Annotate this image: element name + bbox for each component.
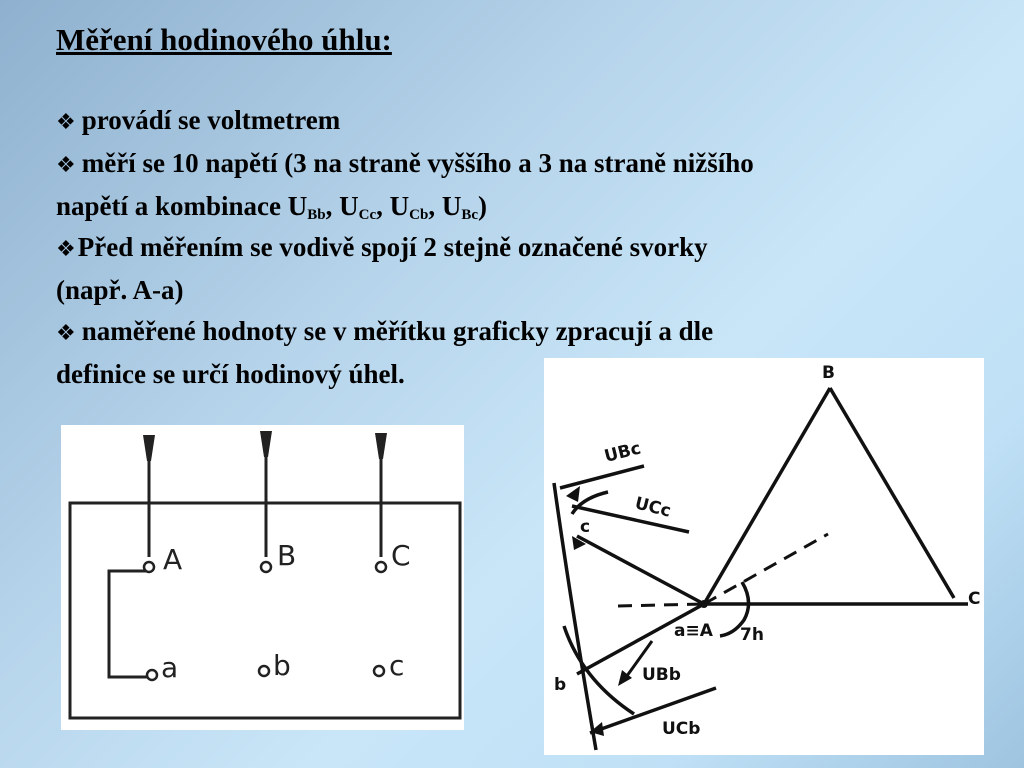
bullet-2-line-2 bbox=[56, 186, 966, 227]
dashed-horizontal-line bbox=[618, 604, 704, 606]
bullet-3-line-2: (např. A-a) bbox=[56, 275, 184, 305]
closing-paren: ) bbox=[478, 191, 487, 221]
subscript-cb: Cb bbox=[409, 207, 429, 223]
separator: , U bbox=[376, 191, 410, 221]
vertex-label-b: b bbox=[554, 675, 567, 695]
u-bc-measure-line bbox=[560, 466, 644, 488]
subscript-bb: Bb bbox=[307, 207, 326, 223]
diamond-bullet-icon: ❖ bbox=[56, 153, 76, 178]
arc-b-lower bbox=[564, 626, 634, 714]
terminal-label-B: B bbox=[277, 539, 297, 572]
separator: , U bbox=[428, 191, 462, 221]
phasor-svg bbox=[544, 358, 984, 755]
bullet-2-text: měří se 10 napětí (3 na straně vyššího a 3 na straně nižšího bbox=[81, 148, 754, 178]
subscript-cc: Cc bbox=[358, 207, 377, 223]
label-UBb: UBb bbox=[642, 665, 681, 685]
bullet-3-line-1 bbox=[56, 227, 966, 270]
terminal-label-C: C bbox=[391, 539, 411, 572]
bullet-4-line-1 bbox=[56, 311, 966, 354]
label-UCb: UCb bbox=[662, 719, 701, 739]
terminal-b-dot bbox=[259, 666, 269, 676]
terminal-wiring-diagram bbox=[61, 425, 464, 730]
bullet-1-text: provádí se voltmetrem bbox=[81, 105, 341, 135]
vertex-label-aA: a≡A bbox=[674, 621, 713, 641]
vertex-label-C: C bbox=[968, 589, 981, 609]
arrow-ubc-icon bbox=[566, 486, 580, 502]
arrow-c-icon bbox=[375, 433, 387, 459]
bullet-2-text-cont: napětí a kombinace U bbox=[56, 191, 308, 221]
arrow-b-icon bbox=[260, 431, 272, 457]
bullet-2-line-1 bbox=[56, 143, 966, 186]
phasor-diagram bbox=[544, 358, 984, 755]
vertex-label-B: B bbox=[822, 363, 835, 383]
diamond-bullet-icon: ❖ bbox=[56, 237, 76, 262]
terminal-label-b: b bbox=[273, 649, 291, 682]
arrow-a-icon bbox=[143, 435, 155, 461]
label-UCc: UCc bbox=[632, 493, 673, 522]
label-UBc: UBc bbox=[602, 438, 643, 467]
terminal-wiring-svg bbox=[61, 425, 464, 730]
angle-label-7h: 7h bbox=[740, 625, 764, 645]
terminal-B-dot bbox=[261, 562, 271, 572]
bullet-list bbox=[56, 100, 966, 395]
diamond-bullet-icon: ❖ bbox=[56, 321, 76, 346]
terminal-A-dot bbox=[144, 562, 154, 572]
subscript-bc: Bc bbox=[461, 207, 478, 223]
diamond-bullet-icon: ❖ bbox=[56, 110, 76, 135]
bullet-4-text: naměřené hodnoty se v měřítku graficky zpracují a dle bbox=[81, 316, 714, 346]
vertex-label-c: c bbox=[580, 517, 591, 537]
slide-title: Měření hodinového úhlu: bbox=[56, 22, 392, 57]
bullet-4-line-2: definice se určí hodinový úhel. bbox=[56, 359, 405, 389]
terminal-label-A: A bbox=[163, 543, 183, 576]
bullet-1 bbox=[56, 100, 966, 143]
separator: , U bbox=[325, 191, 359, 221]
terminal-label-c: c bbox=[389, 649, 405, 682]
phasor-AB-line bbox=[704, 388, 830, 604]
terminal-a-dot bbox=[147, 670, 157, 680]
phasor-Ac-line bbox=[577, 536, 704, 604]
short-link-Aa bbox=[109, 571, 147, 677]
bullet-3-text: Před měřením se vodivě spojí 2 stejně označené svorky bbox=[77, 232, 708, 262]
phasor-BC-side bbox=[830, 388, 954, 598]
terminal-C-dot bbox=[376, 562, 386, 572]
terminal-label-a: a bbox=[161, 651, 179, 684]
terminal-c-dot bbox=[374, 666, 384, 676]
